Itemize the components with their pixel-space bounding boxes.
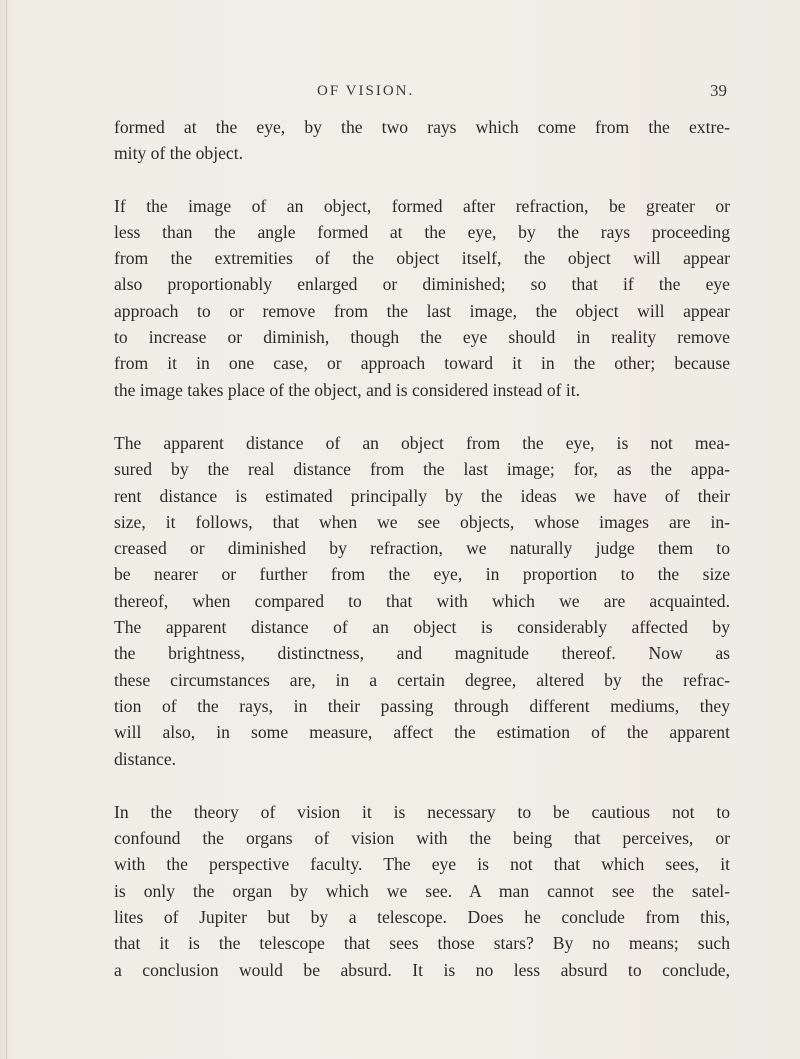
text-line: approach to or remove from the last image, the object will appear <box>114 300 730 321</box>
text-line: If the image of an object, formed after refraction, be greater or <box>114 195 730 216</box>
paragraph-2 <box>114 193 730 403</box>
paragraph-3 <box>114 430 730 772</box>
text-line: be nearer or further from the eye, in proportion to the size <box>114 564 730 585</box>
body-text <box>114 114 730 983</box>
text-line: rent distance is estimated principally by the ideas we have of their <box>114 485 730 506</box>
text-line: a conclusion would be absurd. It is no less absurd to conclude, <box>114 959 730 980</box>
text-line: also proportionably enlarged or diminished; so that if the eye <box>114 274 730 295</box>
text-line: The apparent distance of an object is considerably affected by <box>114 617 730 638</box>
text-line: these circumstances are, in a certain degree, altered by the refrac- <box>114 669 730 690</box>
text-line: confound the organs of vision with the being that perceives, or <box>114 828 730 849</box>
text-line: from it in one case, or approach toward it in the other; because <box>114 353 730 374</box>
text-line: the image takes place of the object, and is considered instead of it. <box>114 379 581 400</box>
text-line: lites of Jupiter but by a telescope. Does he conclude from this, <box>114 907 730 928</box>
paragraph-4 <box>114 799 730 983</box>
page-number: 39 <box>710 81 727 100</box>
text-line: tion of the rays, in their passing through different mediums, they <box>114 695 730 716</box>
text-line: will also, in some measure, affect the estimation of the apparent <box>114 722 730 743</box>
text-line: sured by the real distance from the last image; for, as the appa- <box>114 459 730 480</box>
running-title: OF VISION. <box>317 83 415 99</box>
text-line: The apparent distance of an object from the eye, is not mea- <box>114 432 730 453</box>
text-line: thereof, when compared to that with which we are acquainted. <box>114 590 730 611</box>
text-line: In the theory of vision it is necessary to be cautious not to <box>114 801 730 822</box>
text-line: to increase or diminish, though the eye should in reality remove <box>114 327 730 348</box>
text-line: mity of the object. <box>114 143 243 164</box>
text-line: that it is the telescope that sees those stars? By no means; such <box>114 933 730 954</box>
running-head <box>0 79 800 103</box>
gutter-edge <box>6 0 7 1059</box>
text-line: formed at the eye, by the two rays which come from the extre- <box>114 117 730 137</box>
text-line: less than the angle formed at the eye, by the rays proceeding <box>114 221 730 242</box>
text-line: from the extremities of the object itself, the object will appear <box>114 248 730 269</box>
text-line: size, it follows, that when we see objects, whose images are in- <box>114 511 730 532</box>
text-line: creased or diminished by refraction, we naturally judge them to <box>114 538 730 559</box>
text-line: with the perspective faculty. The eye is not that which sees, it <box>114 854 730 875</box>
text-line: distance. <box>114 748 177 769</box>
text-line: the brightness, distinctness, and magnitude thereof. Now as <box>114 643 730 664</box>
paragraph-1 <box>114 114 730 167</box>
text-line: is only the organ by which we see. A man cannot see the satel- <box>114 880 730 901</box>
